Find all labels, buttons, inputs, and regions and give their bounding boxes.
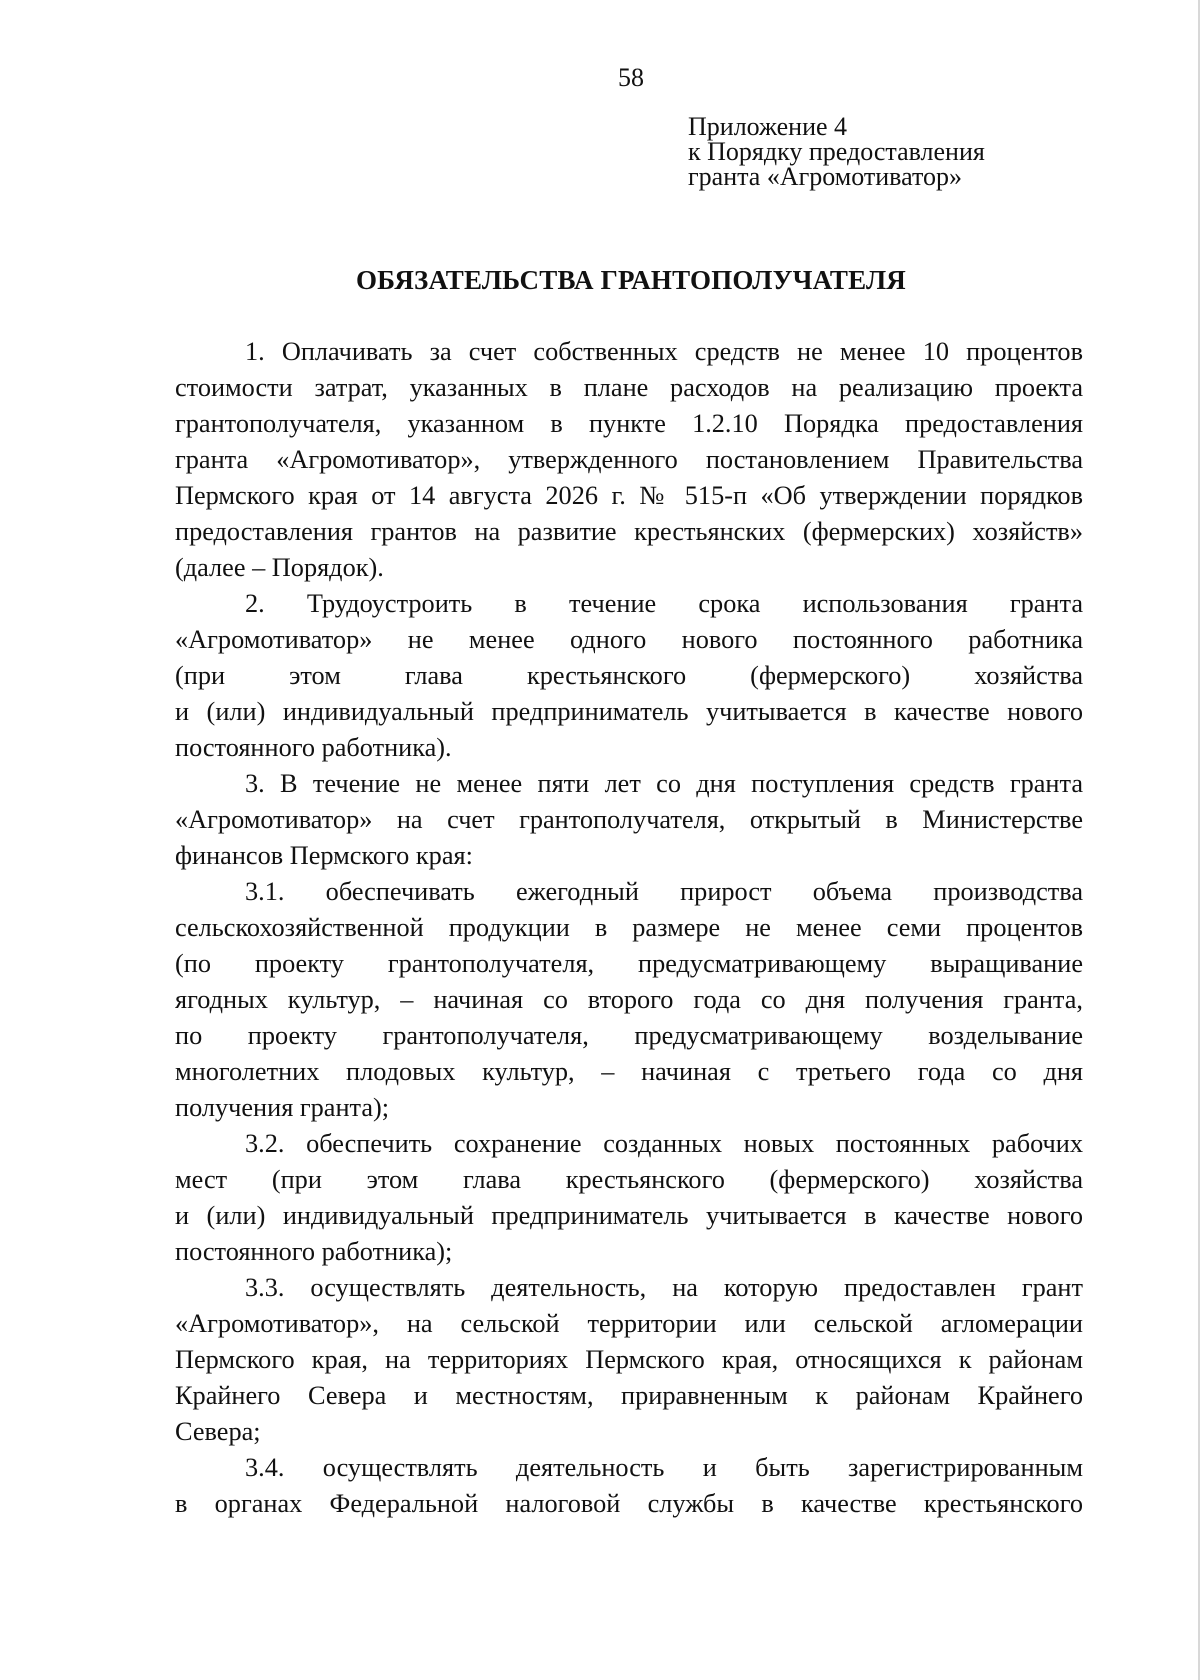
text-line: и (или) индивидуальный предприниматель учитывается в качестве нового xyxy=(175,697,1083,726)
document-body xyxy=(175,334,1083,1522)
appendix-reference xyxy=(688,114,1108,189)
text-line: 3.3. осуществлять деятельность, на которую предоставлен грант xyxy=(245,1273,1083,1302)
text-line: в органах Федеральной налоговой службы в качестве крестьянского xyxy=(175,1489,1083,1518)
text-line: мест (при этом глава крестьянского (фермерского) хозяйства xyxy=(175,1165,1083,1194)
appendix-line: Приложение 4 xyxy=(688,112,848,141)
text-line: «Агромотиватор» на счет грантополучателя, открытый в Министерстве xyxy=(175,805,1083,834)
text-line: и (или) индивидуальный предприниматель учитывается в качестве нового xyxy=(175,1201,1083,1230)
page-number: 58 xyxy=(618,63,644,92)
text-line: грантополучателя, указанном в пункте 1.2.10 Порядка предоставления xyxy=(175,409,1083,438)
appendix-line: гранта «Агромотиватор» xyxy=(688,162,962,191)
text-line: Пермского края от 14 августа 2026 г. № 515-п «Об утверждении порядков xyxy=(175,481,1083,510)
text-line: по проекту грантополучателя, предусматривающему возделывание xyxy=(175,1021,1083,1050)
text-line: (при этом глава крестьянского (фермерского) хозяйства xyxy=(175,661,1083,690)
document-title: ОБЯЗАТЕЛЬСТВА ГРАНТОПОЛУЧАТЕЛЯ xyxy=(355,265,907,295)
text-line: 3.2. обеспечить сохранение созданных новых постоянных рабочих xyxy=(245,1129,1083,1158)
text-line: гранта «Агромотиватор», утвержденного постановлением Правительства xyxy=(175,445,1083,474)
appendix-line: к Порядку предоставления xyxy=(688,137,985,166)
text-line: 3.1. обеспечивать ежегодный прирост объема производства xyxy=(245,877,1083,906)
text-line: Пермского края, на территориях Пермского края, относящихся к районам xyxy=(175,1345,1083,1374)
text-line: 3. В течение не менее пяти лет со дня поступления средств гранта xyxy=(245,769,1083,798)
text-line: (по проекту грантополучателя, предусматривающему выращивание xyxy=(175,949,1083,978)
text-line: предоставления грантов на развитие крестьянских (фермерских) хозяйств» xyxy=(175,517,1083,546)
text-line: Севера; xyxy=(175,1417,261,1446)
text-line: 1. Оплачивать за счет собственных средств не менее 10 процентов xyxy=(245,337,1083,366)
text-line: сельскохозяйственной продукции в размере не менее семи процентов xyxy=(175,913,1083,942)
text-line: стоимости затрат, указанных в плане расходов на реализацию проекта xyxy=(175,373,1083,402)
text-line: Крайнего Севера и местностям, приравненным к районам Крайнего xyxy=(175,1381,1083,1410)
text-line: многолетних плодовых культур, – начиная с третьего года со дня xyxy=(175,1057,1083,1086)
text-line: «Агромотиватор» не менее одного нового постоянного работника xyxy=(175,625,1083,654)
text-line: постоянного работника). xyxy=(175,733,452,762)
text-line: ягодных культур, – начиная со второго года со дня получения гранта, xyxy=(175,985,1083,1014)
text-line: постоянного работника); xyxy=(175,1237,453,1266)
text-line: финансов Пермского края: xyxy=(175,841,473,870)
text-line: 3.4. осуществлять деятельность и быть зарегистрированным xyxy=(245,1453,1083,1482)
text-line: получения гранта); xyxy=(175,1093,390,1122)
text-line: «Агромотиватор», на сельской территории или сельской агломерации xyxy=(175,1309,1083,1338)
text-line: 2. Трудоустроить в течение срока использования гранта xyxy=(245,589,1083,618)
text-line: (далее – Порядок). xyxy=(175,553,384,582)
